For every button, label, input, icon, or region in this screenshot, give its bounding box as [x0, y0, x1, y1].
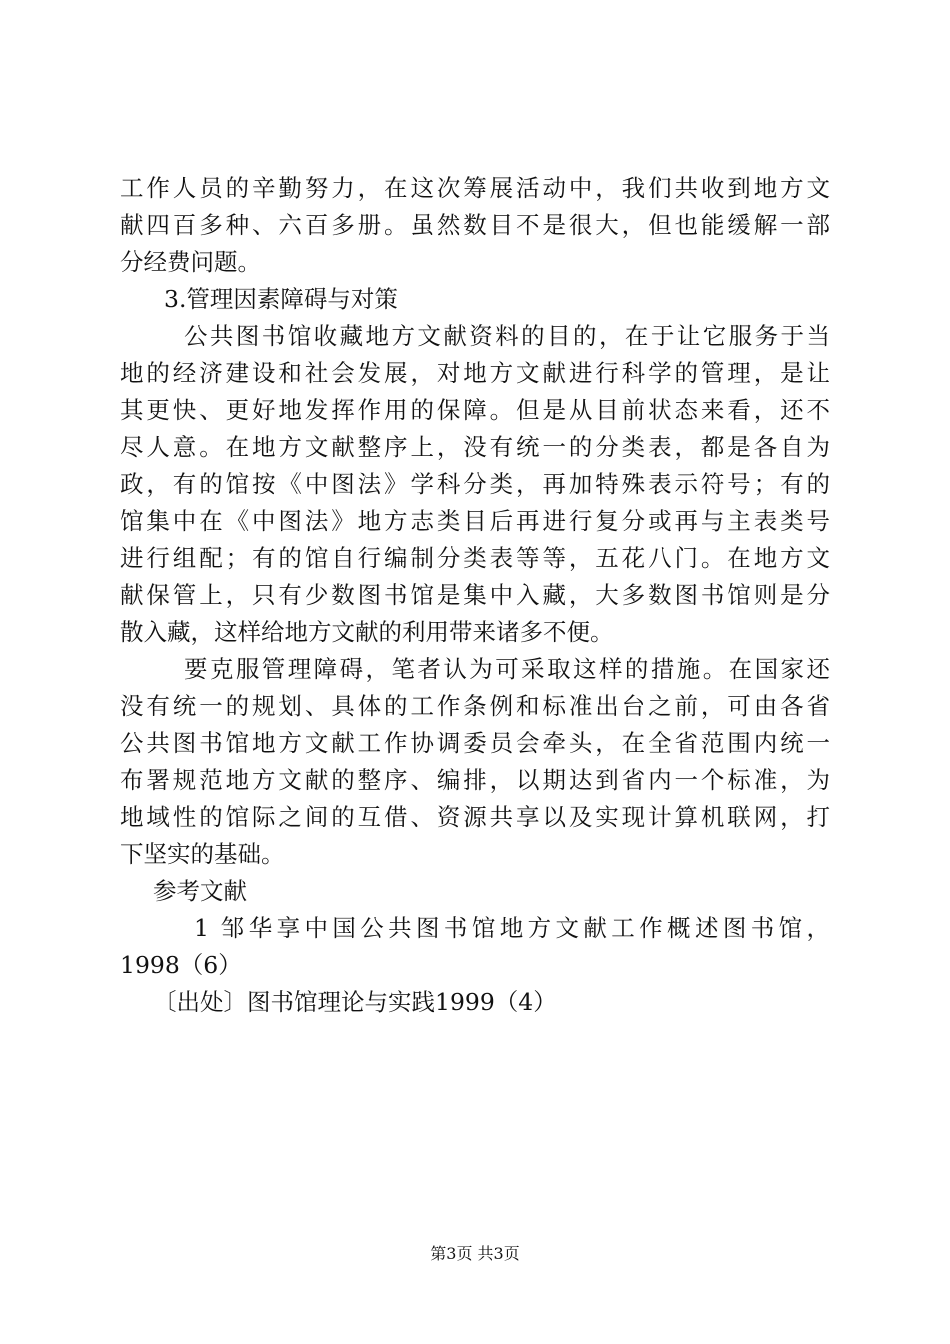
references-heading: 参考文献	[153, 877, 247, 905]
text-line: 馆集中在《中图法》地方志类目后再进行复分或再与主表类号	[120, 507, 830, 535]
text-line: 布署规范地方文献的整序、编排，以期达到省内一个标准，为	[120, 766, 830, 794]
text-line: 1998（6）	[120, 951, 242, 979]
text-line: 地的经济建设和社会发展，对地方文献进行科学的管理，是让	[120, 359, 830, 387]
source-citation: 〔出处〕图书馆理论与实践1999（4）	[153, 988, 557, 1016]
reference-item	[120, 910, 830, 984]
page-number: 第3页 共3页	[430, 1244, 520, 1263]
text-line: 散入藏，这样给地方文献的利用带来诸多不便。	[120, 618, 614, 646]
paragraph-countermeasures	[120, 651, 830, 873]
document-body	[120, 170, 830, 1021]
paragraph-continuation	[120, 170, 830, 281]
text-line: 尽人意。在地方文献整序上，没有统一的分类表，都是各自为	[120, 433, 830, 461]
text-line: 进行组配；有的馆自行编制分类表等等，五花八门。在地方文	[120, 544, 830, 572]
text-line: 献四百多种、六百多册。虽然数目不是很大，但也能缓解一部	[120, 211, 830, 239]
text-line: 要克服管理障碍，笔者认为可采取这样的措施。在国家还	[184, 655, 830, 683]
text-line: 地域性的馆际之间的互借、资源共享以及实现计算机联网，打	[120, 803, 830, 831]
text-line: 分经费问题。	[120, 248, 261, 276]
text-line: 献保管上，只有少数图书馆是集中入藏，大多数图书馆则是分	[120, 581, 830, 609]
text-line: 工作人员的辛勤努力，在这次筹展活动中，我们共收到地方文	[120, 174, 830, 202]
text-line: 公共图书馆收藏地方文献资料的目的，在于让它服务于当	[184, 322, 830, 350]
text-line: 公共图书馆地方文献工作协调委员会牵头，在全省范围内统一	[120, 729, 830, 757]
paragraph-management	[120, 318, 830, 651]
text-line: 没有统一的规划、具体的工作条例和标准出台之前，可由各省	[120, 692, 830, 720]
section-heading: 3.管理因素障碍与对策	[164, 285, 398, 313]
text-line: 其更快、更好地发挥作用的保障。但是从目前状态来看，还不	[120, 396, 830, 424]
text-line: 政，有的馆按《中图法》学科分类，再加特殊表示符号；有的	[120, 470, 830, 498]
text-line: 1 邹华享中国公共图书馆地方文献工作概述图书馆，	[194, 914, 830, 942]
text-line: 下坚实的基础。	[120, 840, 285, 868]
